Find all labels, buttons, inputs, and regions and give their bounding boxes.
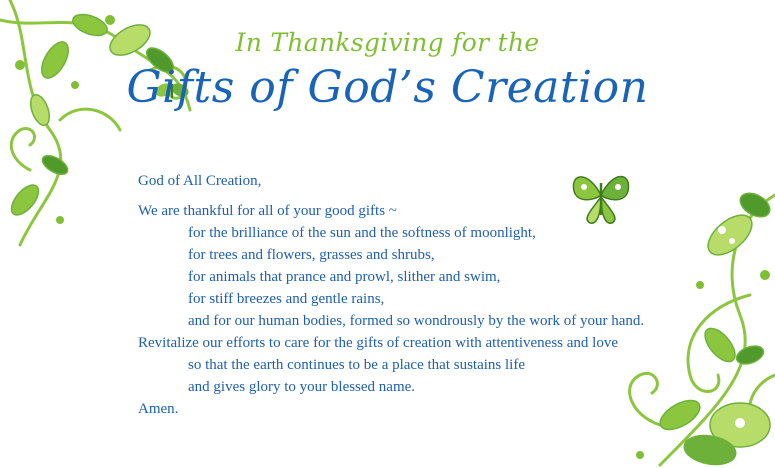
prayer-line: so that the earth continues to be a place that sustains life: [188, 357, 525, 373]
prayer-salutation: God of All Creation,: [138, 173, 262, 189]
title-subheading: In Thanksgiving for the: [235, 28, 540, 57]
prayer-line: We are thankful for all of your good gifts ~: [138, 203, 397, 219]
prayer-text: [138, 170, 658, 420]
prayer-line: for the brilliance of the sun and the softness of moonlight,: [188, 225, 536, 241]
prayer-closing: Amen.: [138, 401, 179, 417]
prayer-line: and for our human bodies, formed so wondrously by the work of your hand.: [188, 313, 645, 329]
prayer-line: Revitalize our efforts to care for the gifts of creation with attentiveness and love: [138, 335, 618, 351]
prayer-line: for animals that prance and prowl, slither and swim,: [188, 269, 501, 285]
page-title: Gifts of God’s Creation: [126, 62, 649, 113]
prayer-line: for trees and flowers, grasses and shrubs,: [188, 247, 435, 263]
prayer-line: and gives glory to your blessed name.: [188, 379, 416, 395]
prayer-line: for stiff breezes and gentle rains,: [188, 291, 385, 307]
